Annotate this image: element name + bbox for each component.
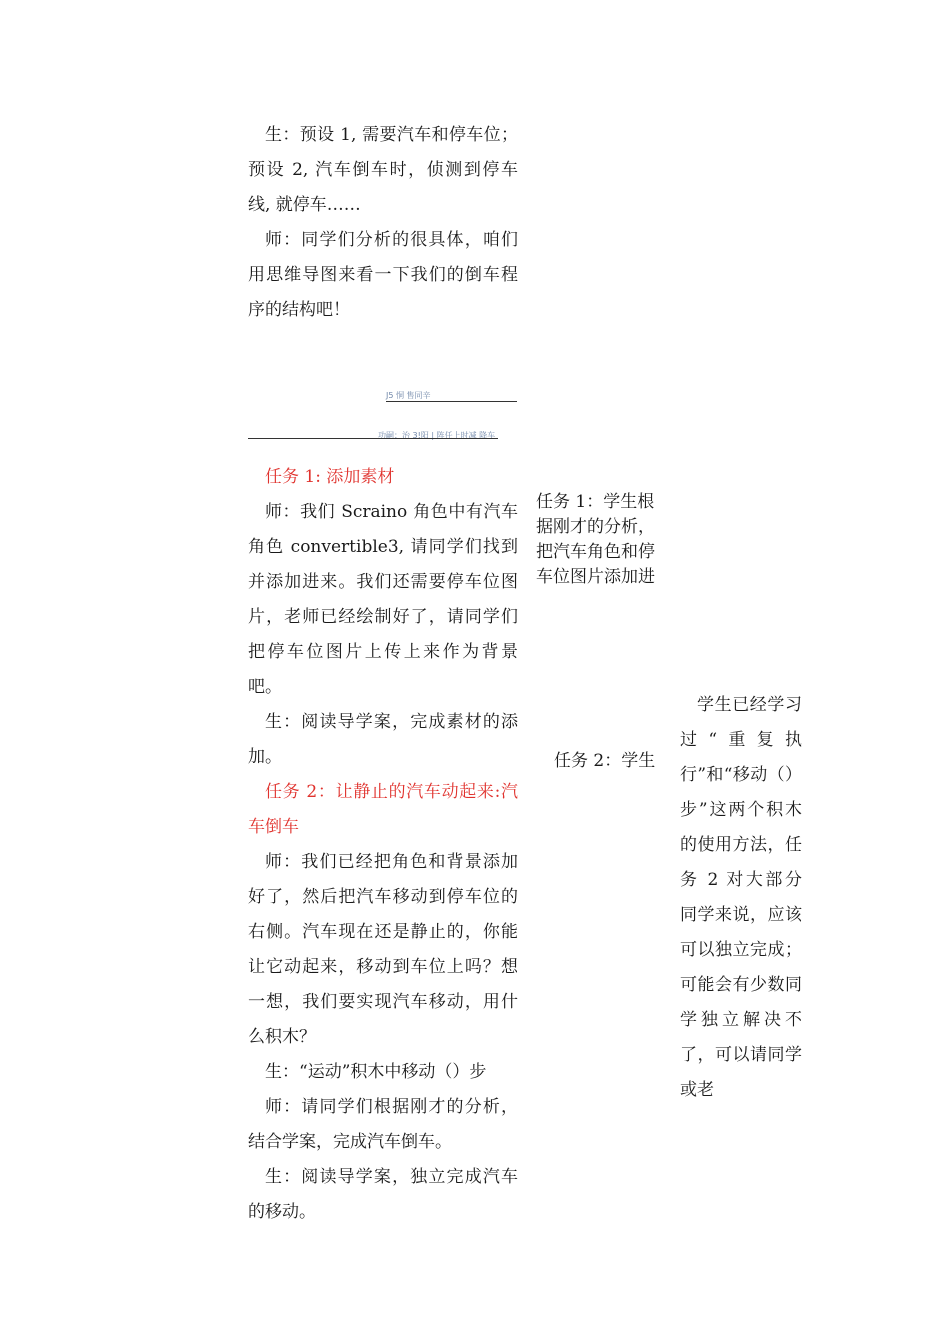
mind-map-line-bottom — [248, 438, 498, 439]
student-activity-task1-text: 任务 1：学生根据刚才的分析，把汽车角色和停车位图片添加进 — [536, 492, 655, 587]
design-intent-text: 学生已经学习过“重复执行”和“移动（）步”这两个积木的使用方法，任务 2 对大部分同学来说，应该可以独立完成；可能会有少数同学独立解决不了，可以请同学或老 — [680, 695, 802, 1100]
student-activity-task2-text: 任务 2：学生 — [554, 751, 656, 771]
design-intent-column — [680, 688, 802, 1100]
task2-heading: 任务 2：让静止的汽车动起来:汽车倒车 — [248, 782, 518, 837]
teacher-move-car-paragraph: 师：我们已经把角色和背景添加好了，然后把汽车移动到停车位的右侧。汽车现在还是静止的，你能让它动起来，移动到车位上吗？想一想，我们要实现汽车移动，用什么积木？ — [248, 852, 518, 1047]
student-complete-paragraph: 生：阅读导学案，独立完成汽车的移动。 — [248, 1167, 518, 1222]
task1-heading: 任务 1: 添加素材 — [265, 467, 395, 487]
student-activity-task1 — [536, 490, 660, 587]
student-activity-task2 — [554, 746, 664, 776]
mind-map-figure — [248, 390, 518, 460]
mind-map-label-bottom: 功嗣：治 3!阳 | 阵任上时减 降车 — [378, 431, 496, 440]
teacher-add-assets-paragraph: 师：我们 Scraino 角色中有汽车角色 convertible3, 请同学们找到并添加进来。我们还需要停车位图片，老师已经绘制好了，请同学们把停车位图片上传上来作为背景吧。 — [248, 502, 518, 697]
teacher-instruction-paragraph: 师：请同学们根据刚才的分析，结合学案，完成汽车倒车。 — [248, 1097, 518, 1152]
student-motion-block-paragraph: 生：“运动”积木中移动（）步 — [265, 1062, 487, 1082]
main-column — [248, 118, 518, 1230]
mind-map-label-top: J5 恫 售同辛 — [386, 391, 431, 400]
teacher-mindmap-paragraph: 师：同学们分析的很具体，咱们用思维导图来看一下我们的倒车程序的结构吧！ — [248, 230, 518, 320]
student-answer-paragraph: 生：预设 1, 需要汽车和停车位；预设 2, 汽车倒车时，侦测到停车线, 就停车…… — [248, 125, 518, 215]
mind-map-line-top — [386, 401, 517, 402]
student-add-assets-paragraph: 生：阅读导学案，完成素材的添加。 — [248, 712, 518, 767]
